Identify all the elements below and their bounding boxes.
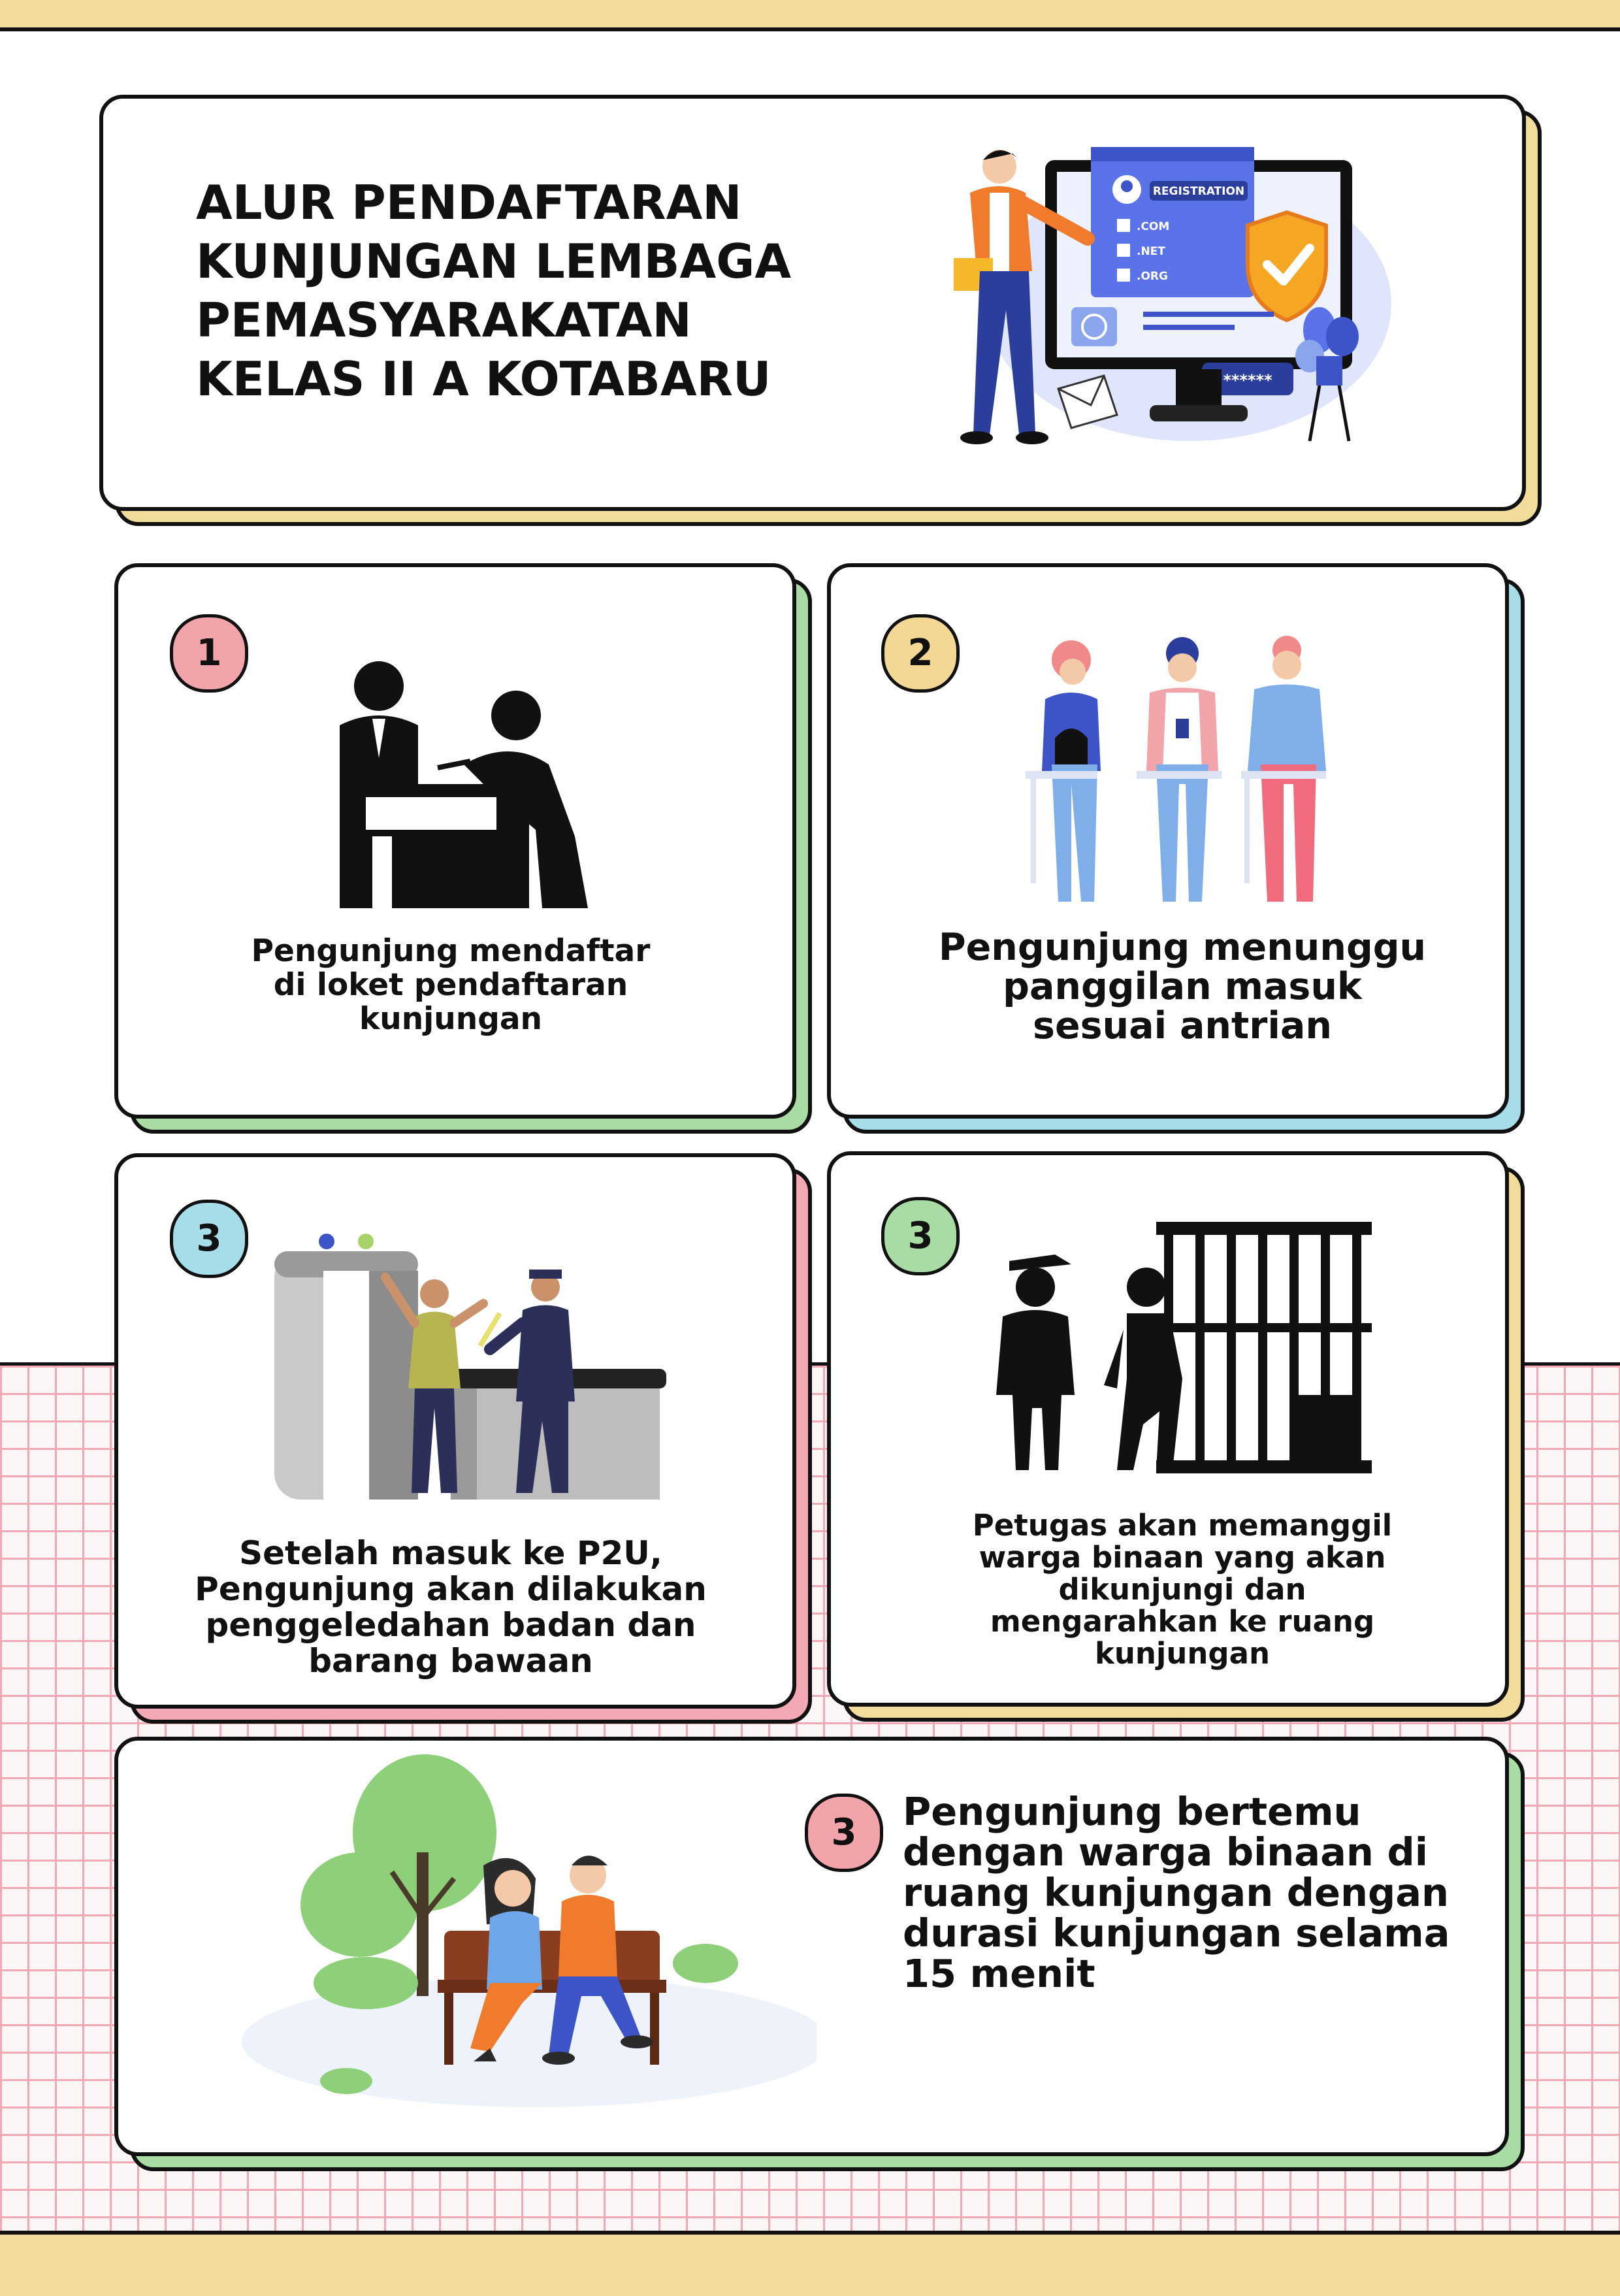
step-4-line-3: dikunjungi dan [1058, 1572, 1306, 1607]
step-4-description [895, 1509, 1470, 1669]
registration-illustration [915, 140, 1411, 454]
step-2-line-1: Pengunjung menunggu [938, 926, 1427, 969]
step-4-number-badge: 3 [881, 1197, 960, 1275]
step-5-number-badge: 3 [805, 1794, 883, 1872]
registration-desk-icon [333, 660, 588, 915]
step-3-line-3: penggeledahan badan dan [205, 1606, 696, 1644]
option-com: .COM [1137, 220, 1170, 233]
step-5-line-5: 15 menit [903, 1951, 1095, 1996]
step-2-description [901, 928, 1463, 1045]
step-1-number-badge: 1 [170, 614, 248, 693]
step-4-line-2: warga binaan yang akan [979, 1540, 1386, 1575]
step-1-description [209, 934, 692, 1036]
title-line-3: PEMASYARAKATAN [196, 293, 692, 348]
step-1-line-3: kunjungan [359, 1001, 543, 1037]
page-title [196, 173, 915, 408]
registration-badge: REGISTRATION [1152, 185, 1245, 198]
step-5-line-3: ruang kunjungan dengan [903, 1870, 1450, 1915]
step-2-line-3: sesuai antrian [1033, 1004, 1332, 1047]
step-3-line-1: Setelah masuk ke P2U, [239, 1534, 662, 1572]
bottom-bar [0, 2231, 1620, 2296]
step-4-line-1: Petugas akan memanggil [972, 1508, 1393, 1543]
security-check-illustration [274, 1232, 666, 1500]
option-net: .NET [1137, 245, 1165, 258]
title-line-1: ALUR PENDAFTARAN [196, 175, 742, 230]
title-line-4: KELAS II A KOTABARU [196, 352, 771, 406]
step-5-line-4: durasi kunjungan selama [903, 1911, 1450, 1956]
step-3-description [150, 1535, 751, 1679]
step-2-number-badge: 2 [881, 614, 960, 693]
step-4-line-4: mengarahkan ke ruang [990, 1604, 1375, 1639]
step-2-line-2: panggilan masuk [1003, 965, 1362, 1008]
step-3-line-2: Pengunjung akan dilakukan [195, 1570, 707, 1608]
step-5-line-1: Pengunjung bertemu [903, 1789, 1361, 1834]
option-org: .ORG [1137, 270, 1168, 283]
step-1-line-1: Pengunjung mendaftar [251, 933, 651, 969]
step-4-line-5: kunjungan [1094, 1636, 1271, 1671]
step-5-description [903, 1789, 1478, 1996]
title-line-2: KUNJUNGAN LEMBAGA [196, 234, 792, 289]
prison-cell-icon [993, 1222, 1372, 1477]
step-1-line-2: di loket pendaftaran [273, 967, 628, 1003]
password-mask: ****** [1223, 371, 1272, 389]
step-3-number-badge: 3 [170, 1200, 248, 1278]
step-5-line-2: dengan warga binaan di [903, 1829, 1428, 1875]
top-bar [0, 0, 1620, 31]
visiting-room-illustration [229, 1754, 817, 2107]
step-3-line-4: barang bawaan [308, 1642, 593, 1680]
waiting-visitors-illustration [1019, 634, 1346, 908]
